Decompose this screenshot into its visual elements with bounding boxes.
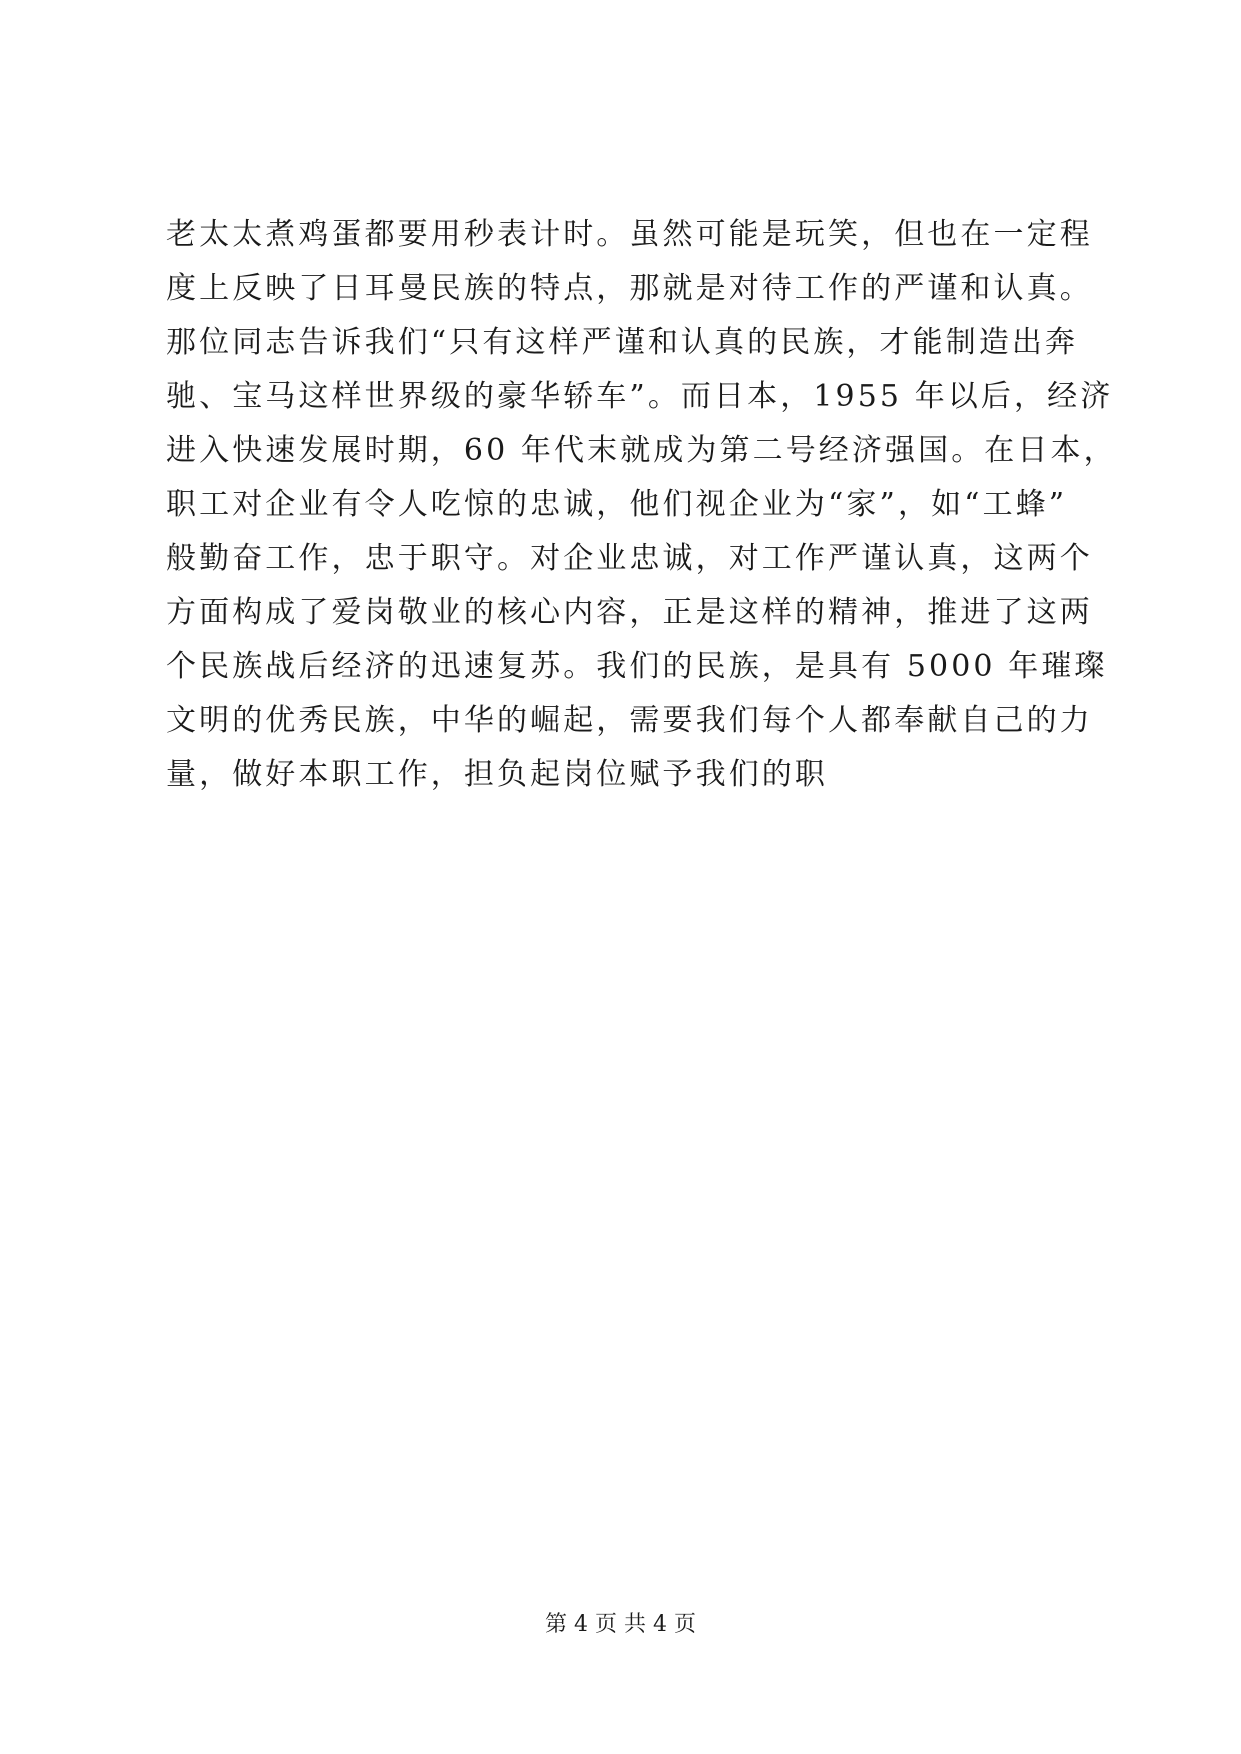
text-line: 进入快速发展时期，60 年代末就成为第二号经济强国。在日本， <box>166 433 1117 468</box>
text-line: 般勤奋工作，忠于职守。对企业忠诚，对工作严谨认真，这两个 <box>166 541 1093 576</box>
text-line: 驰、宝马这样世界级的豪华轿车”。而日本，1955 年以后，经济 <box>166 379 1114 414</box>
text-line: 文明的优秀民族，中华的崛起，需要我们每个人都奉献自己的力 <box>166 703 1093 738</box>
page-number-footer: 第 4 页 共 4 页 <box>545 1612 696 1637</box>
text-line: 那位同志告诉我们“只有这样严谨和认真的民族，才能制造出奔 <box>166 325 1079 360</box>
text-line: 个民族战后经济的迅速复苏。我们的民族，是具有 5000 年璀璨 <box>166 649 1108 684</box>
body-paragraph <box>166 208 1117 802</box>
text-line: 职工对企业有令人吃惊的忠诚，他们视企业为“家”，如“工蜂” <box>166 487 1068 522</box>
text-line: 方面构成了爱岗敬业的核心内容，正是这样的精神，推进了这两 <box>166 595 1093 630</box>
text-line: 度上反映了日耳曼民族的特点，那就是对待工作的严谨和认真。 <box>166 271 1093 306</box>
text-line: 量，做好本职工作，担负起岗位赋予我们的职 <box>166 757 828 792</box>
text-line: 老太太煮鸡蛋都要用秒表计时。虽然可能是玩笑，但也在一定程 <box>166 217 1093 252</box>
